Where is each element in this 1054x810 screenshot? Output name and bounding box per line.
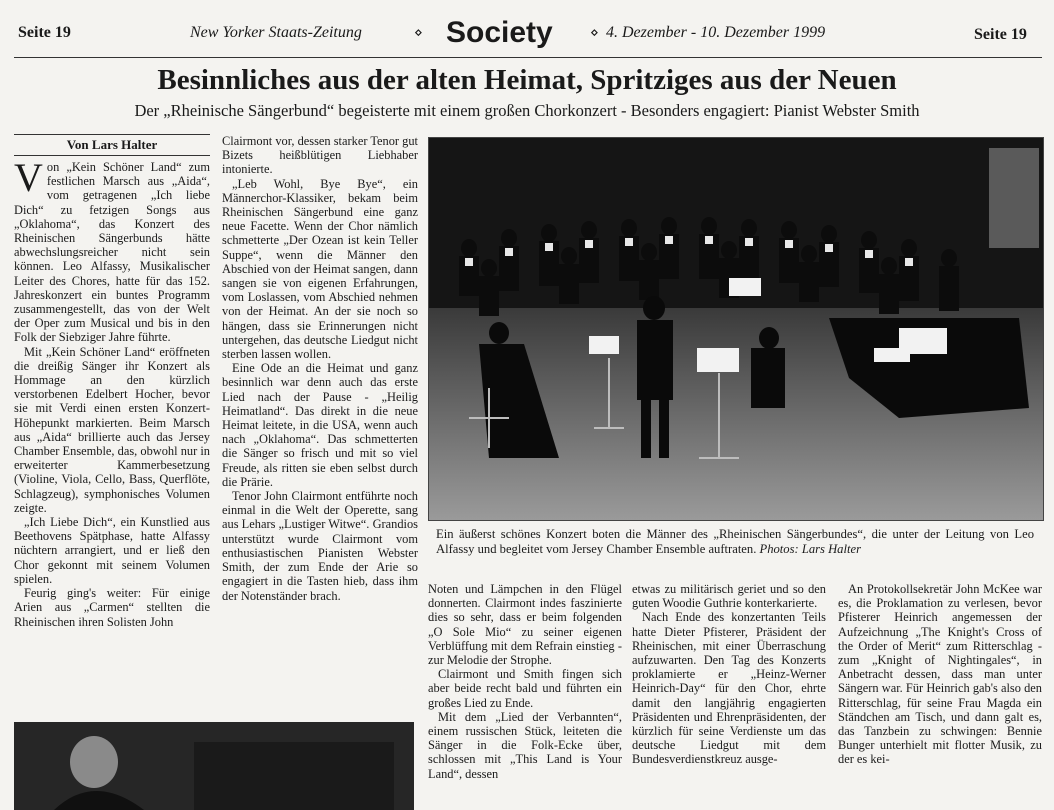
caption-text: Ein äußerst schönes Konzert boten die Männer des „Rheinischen Sängerbundes“, die unter der Leitung von Leo Alfassy und begleitet vom Jersey Chamber Ensemble auftraten.: [436, 527, 1034, 556]
article-column-2: [222, 134, 418, 716]
article-headline: Besinnliches aus der alten Heimat, Spritziges aus der Neuen: [157, 64, 897, 96]
paragraph: Tenor John Clairmont entführte noch einmal in die Welt der Operette, sang aus Lehars „Lustiger Witwe“. Grandios unterstützt wurde Clairmont vom enthusiastischen Pianisten Webster Smith, der zum Ende der Arie so engagiert in die Tasten hieb, dass ihm der Notenständer brach.: [222, 489, 418, 603]
section-title: Society: [446, 16, 553, 49]
paragraph: Clairmont vor, dessen starker Tenor gut Bizets heißblütigen Liebhaber intonierte.: [222, 134, 418, 177]
paragraph: Feurig ging's weiter: Für einige Arien aus „Carmen“ stellten die Rheinischen ihren Solisten John: [14, 586, 210, 629]
paragraph: Eine Ode an die Heimat und ganz besinnlich war denn auch das erste Lied nach der Pause - „Heilig Heimatland“. Das direkt in die neue Heimat leitete, in die USA, wenn auch nach „Oklahoma“. Das schmetterten die Sänger so frisch und mit so viel Freude, als ritten sie eben selbst durch die Prärie.: [222, 361, 418, 489]
publication-name: New Yorker Staats-Zeitung: [190, 24, 362, 41]
page-number-right: Seite 19: [974, 26, 1027, 43]
page-number-left: Seite 19: [18, 24, 71, 41]
article-column-5: [838, 582, 1042, 810]
issue-date: 4. Dezember - 10. Dezember 1999: [606, 24, 826, 41]
singer-photo: [14, 722, 414, 810]
paragraph: „Ich Liebe Dich“, ein Kunstlied aus Beethovens Spätphase, hatte Alfassy nüchtern arrangiert, und er ließ den Chor gekonnt mit seinem Volumen spielen.: [14, 515, 210, 586]
paragraph: etwas zu militärisch geriet und so den guten Woodie Guthrie konterkarierte.: [632, 582, 826, 611]
paragraph: Noten und Lämpchen in den Flügel donnerten. Clairmont indes faszinierte dies so sehr, dass er beim folgenden „O Sole Mio“ zu seiner eigenen Verblüffung mit dem Refrain einstieg - zur Melodie der Strophe.: [428, 582, 622, 668]
diamond-ornament-icon: ⋄: [414, 26, 423, 41]
article-column-4: [632, 582, 826, 810]
paragraph: Mit dem „Lied der Verbannten“, einem russischen Stück, leiteten die Sänger in die Folk-Ecke über, schlossen mit „This Land is Your Land“, dessen: [428, 709, 622, 781]
page-header: [0, 16, 1054, 52]
concert-photo: [428, 137, 1044, 521]
diamond-ornament-icon: ⋄: [590, 26, 599, 41]
header-divider: [14, 57, 1042, 58]
paragraph: „Leb Wohl, Bye Bye“, ein Männerchor-Klassiker, bekam beim Rheinischen Sängerbund eine ganz neue Facette. Wenn der Chor nämlich schmetterte „Der Ozean ist kein Teller Suppe“, wenn die Männer den Abschied von der Heimat sangen, dann sangen sie von eigenen Erfahrungen, vom Loslassen, vom Abschied nehmen von der Heimat. An der sie noch so hängen, dass sie Erinnerungen nicht untergehen, das deutsche Liedgut nicht sterben lassen wollen.: [222, 176, 418, 362]
photo-credit: Photos: Lars Halter: [759, 542, 861, 556]
article-column-3: [428, 582, 622, 810]
article-subheadline: Der „Rheinische Sängerbund“ begeisterte mit einem großen Chorkonzert - Besonders engagiert: Pianist Webster Smith: [134, 101, 920, 120]
paragraph: An Protokollsekretär John McKee war es, die Proklamation zu verlesen, bevor Pfisterer Heinrich angemessen der Aufzeichnung „The Knight's Cross of the Order of Merit“ zum Ritterschlag - zum „Knight of Nightingales“, in Anbetracht dessen, dass man unter Sängern war. Für Heinrich gab's also den Ritterschlag, für seine Frau Magda ein Ständchen am Tisch, und dann galt es, das Tanzbein zu schwingen: Bennie Bunger unterhielt mit flotter Musik, zu der es kei-: [838, 582, 1042, 767]
drop-cap: V: [14, 160, 43, 200]
paragraph: Nach Ende des konzertanten Teils hatte Dieter Pfisterer, Präsident der Rheinischen, mit einer Überraschung aufzuwarten. Den Tag des Konzerts proklamierte er „Heinz-Werner Heinrich-Day“ für den Chor, ehrte damit den langjährig engagierten Präsidenten und Ehrenpräsidenten, der kürzlich für seine Verdienste um das deutsche Liedgut mit dem Bundesverdienstkreuz ausge-: [632, 610, 826, 767]
article-column-1: [14, 160, 210, 706]
photo-caption: [428, 525, 1042, 559]
paragraph: Clairmont und Smith fingen sich aber beide recht bald und führten ein großes Lied zu Ende.: [428, 667, 622, 710]
paragraph: Mit „Kein Schöner Land“ eröffneten die dreißig Sänger ihr Konzert als Hommage an den kürzlich verstorbenen Edelbert Hocher, bevor sie mit Verdi einen ersten Konzert-Höhepunkt markierten. Beim Marsch aus „Aida“ brillierte auch das Jersey Chamber Ensemble, das, obwohl nur in erweiterter Kammerbesetzung (Violine, Viola, Cello, Bass, Querflöte, Schlagzeug), symphonisches Volumen zeigte.: [14, 344, 210, 515]
concert-photo-illustration: [429, 138, 1043, 520]
singer-photo-illustration: [14, 722, 414, 810]
byline: Von Lars Halter: [14, 134, 210, 156]
paragraph: Von „Kein Schöner Land“ zum festlichen Marsch aus „Aida“, vom getragenen „Ich liebe Dich“ zu fetzigen Songs aus „Oklahoma“, das Konzert des Rheinischen Sängerbunds hätte abwechslungsreicher nicht sein können. Leo Alfassy, Musikalischer Leiter des Chores, hatte für das 152. Jahreskonzert ein buntes Programm zusammengestellt, das von der Welt der Oper zum Musical und bis in den Folk der Siebziger Jahre führte.: [14, 160, 210, 345]
